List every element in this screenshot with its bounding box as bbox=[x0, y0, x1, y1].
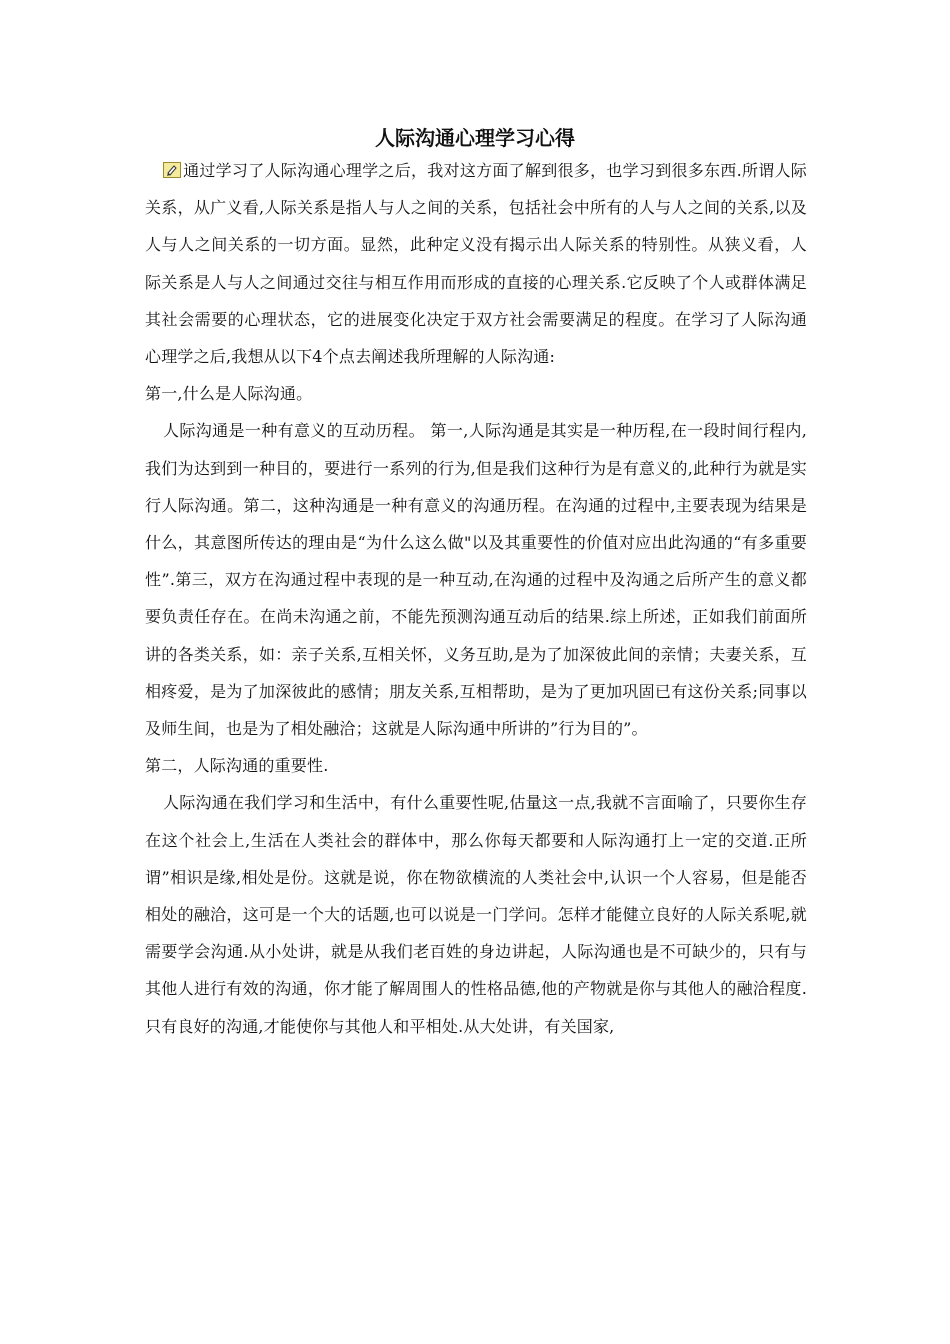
intro-paragraph bbox=[145, 152, 807, 375]
section-heading-1: 第一,什么是人际沟通。 bbox=[145, 384, 313, 404]
document-body bbox=[145, 152, 807, 1045]
document-title: 人际沟通心理学习心得 bbox=[375, 126, 575, 150]
edit-anchor-icon[interactable] bbox=[163, 154, 181, 170]
intro-text: 通过学习了人际沟通心理学之后，我对这方面了解到很多，也学习到很多东西.所谓人际关系，从广义看,人际关系是指人与人之间的关系，包括社会中所有的人与人之间的关系,以及人与人之间关系的一切方面。显然，此种定义没有揭示出人际关系的特别性。从狭义看，人际关系是人与人之间通过交往与相互作用而形成的直接的心理关系.它反映了个人或群体满足其社会需要的心理状态，它的进展变化决定于双方社会需要满足的程度。在学习了人际沟通心理学之后,我想从以下4个点去阐述我所理解的人际沟通: bbox=[145, 161, 807, 367]
section-paragraph-2: 人际沟通在我们学习和生活中，有什么重要性呢,估量这一点,我就不言面喻了，只要你生存在这个社会上,生活在人类社会的群体中，那么你每天都要和人际沟通打上一定的交道.正所谓”相识是缘,相处是份。这就是说，你在物欲横流的人类社会中,认识一个人容易，但是能否相处的融洽，这可是一个大的话题,也可以说是一门学问。怎样才能健立良好的人际关系呢,就需要学会沟通.从小处讲，就是从我们老百姓的身边讲起，人际沟通也是不可缺少的，只有与其他人进行有效的沟通，你才能了解周围人的性格品德,他的产物就是你与其他人的融洽程度.只有良好的沟通,才能使你与其他人和平相处.从大处讲，有关国家, bbox=[145, 793, 807, 1036]
section-heading-2: 第二，人际沟通的重要性. bbox=[145, 756, 329, 776]
section-paragraph-1: 人际沟通是一种有意义的互动历程。 第一,人际沟通是其实是一种历程,在一段时间行程内,我们为达到到一种目的，要进行一系列的行为,但是我们这种行为是有意义的,此种行为就是实行人际沟通。第二，这种沟通是一种有意义的沟通历程。在沟通的过程中,主要表现为结果是什么，其意图所传达的理由是“为什么这么做"以及其重要性的价值对应出此沟通的“有多重要性”.第三，双方在沟通过程中表现的是一种互动,在沟通的过程中及沟通之后所产生的意义都要负责任存在。在尚未沟通之前，不能先预测沟通互动后的结果.综上所述，正如我们前面所讲的各类关系，如：亲子关系,互相关怀，义务互助,是为了加深彼此间的亲情；夫妻关系，互相疼爱，是为了加深彼此的感情；朋友关系,互相帮助，是为了更加巩固已有这份关系;同事以及师生间，也是为了相处融洽；这就是人际沟通中所讲的”行为目的”。 bbox=[145, 421, 807, 739]
